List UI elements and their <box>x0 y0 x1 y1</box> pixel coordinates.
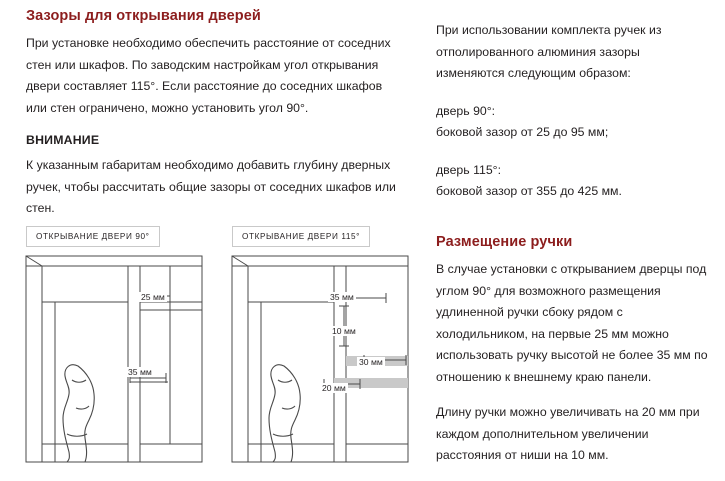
handle-placement-section <box>436 232 714 481</box>
figure-1-dimension-25mm: 25 мм <box>141 292 165 302</box>
case-115-block <box>436 160 708 203</box>
figure-1-caption: ОТКРЫВАНИЕ ДВЕРИ 90° <box>26 226 160 247</box>
figure-door-115-drawing <box>226 248 426 466</box>
left-text-column <box>26 8 406 234</box>
section-heading-handle-placement: Размещение ручки <box>436 234 573 250</box>
figure-1-dimension-35mm: 35 мм <box>128 367 152 377</box>
paragraph-handle-placement-2: Длину ручки можно увеличивать на 20 мм при каждом дополнительном увеличении расстояния от ниши на 10 мм. <box>436 405 700 462</box>
case-90-title: дверь 90°: <box>436 103 496 118</box>
case-115-text: боковой зазор от 355 до 425 мм. <box>436 184 622 198</box>
attention-label: ВНИМАНИЕ <box>26 133 100 147</box>
paragraph-installation-clearance: При установке необходимо обеспечить расстояние от соседних стен или шкафов. По заводским настройкам угол открывания двери составляет 115°. Если расстояние до соседних шкафов или стен ограничено, можно установить угол 90°. <box>26 36 391 115</box>
paragraph-handle-placement-1: В случае установки с открыванием дверцы под углом 90° для возможного размещения удлиненной ручки сбоку рядом с холодильником, на первые 25 мм можно использовать ручку высотой не более 35 мм по отношению к внешнему краю панели. <box>436 262 708 384</box>
case-115-title: дверь 115°: <box>436 162 502 177</box>
paragraph-handle-depth-note: К указанным габаритам необходимо добавить глубину дверных ручек, чтобы рассчитать общие зазоры от соседних шкафов или стен. <box>26 158 396 215</box>
figure-2-dimension-30mm: 30 мм <box>359 357 383 367</box>
figure-2-dimension-20mm: 20 мм <box>322 383 346 393</box>
paragraph-handle-kit-intro: При использовании комплекта ручек из отполированного алюминия зазоры изменяются следующим образом: <box>436 23 662 80</box>
right-intro-block <box>436 20 708 85</box>
case-90-text: боковой зазор от 25 до 95 мм; <box>436 125 609 139</box>
section-heading-door-clearances: Зазоры для открывания дверей <box>26 8 261 24</box>
figure-2-dimension-10mm: 10 мм <box>332 326 356 336</box>
figure-door-90-drawing <box>20 248 220 466</box>
figure-2-dimension-35mm: 35 мм <box>330 292 354 302</box>
figure-2-caption: ОТКРЫВАНИЕ ДВЕРИ 115° <box>232 226 370 247</box>
case-90-block <box>436 101 708 144</box>
right-text-column <box>436 20 708 203</box>
